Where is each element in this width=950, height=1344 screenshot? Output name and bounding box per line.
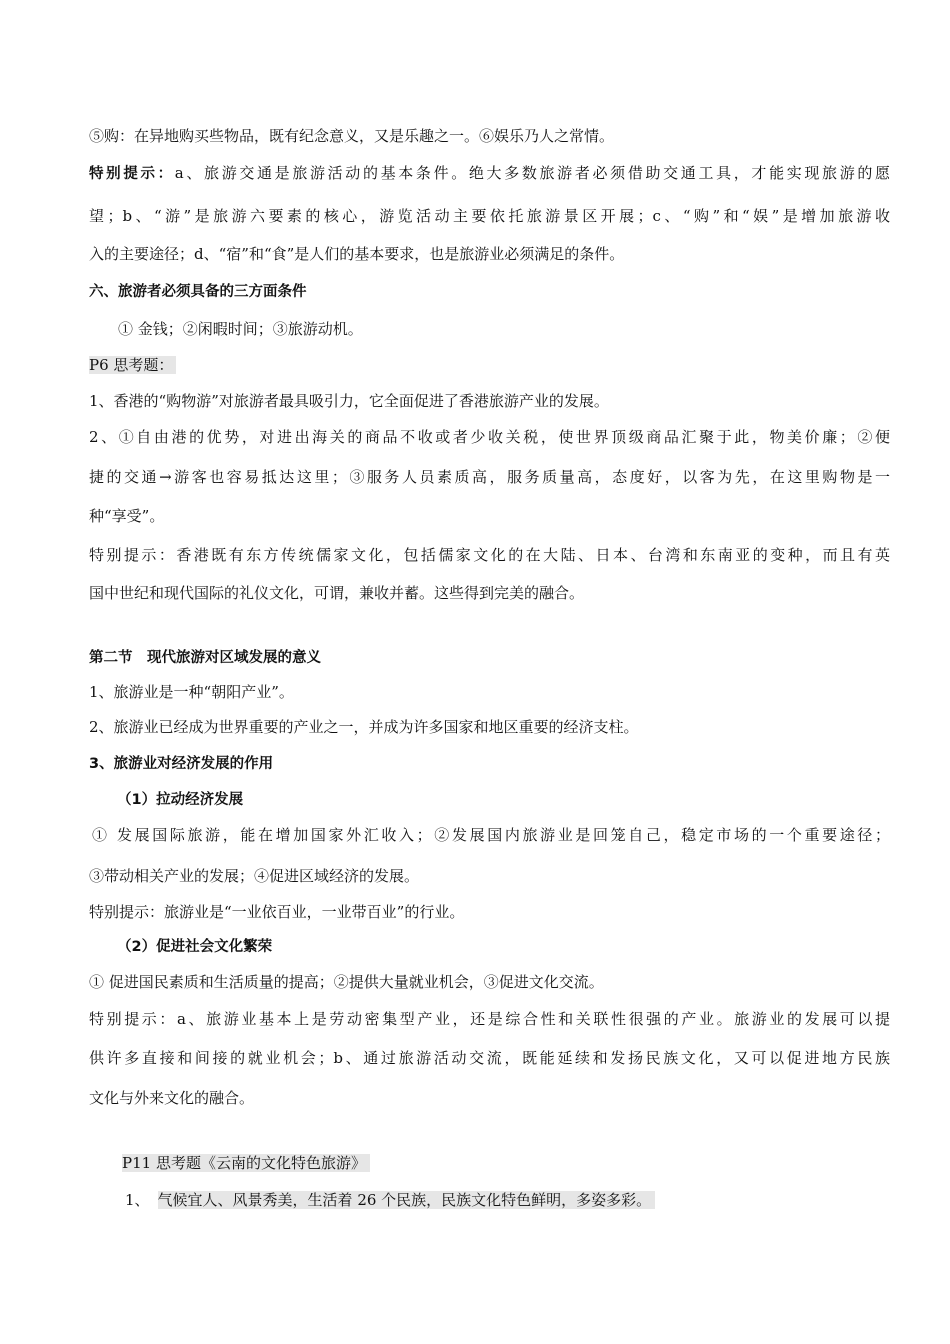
conditions-list: ① 金钱；②闲暇时间；③旅游动机。 xyxy=(118,320,363,338)
answer-2-line-3: 种“享受”。 xyxy=(89,507,165,525)
tip1-line-1 xyxy=(89,163,890,184)
tip1-line-2: 望；b、“游”是旅游六要素的核心，游览活动主要依托旅游景区开展；c、“购”和“娱”是增加旅游收 xyxy=(89,207,890,225)
point-1: 1、旅游业是一种“朝阳产业”。 xyxy=(89,683,294,701)
answer-1: 1、香港的“购物游”对旅游者最具吸引力，它全面促进了香港旅游产业的发展。 xyxy=(89,392,609,410)
p11-highlight: P11 思考题《云南的文化特色旅游》 xyxy=(122,1154,370,1172)
economy-line-1: ① 发展国际旅游，能在增加国家外汇收入；②发展国内旅游业是回笼自己，稳定市场的一个重要途径； xyxy=(92,826,890,844)
tip3: 特别提示：旅游业是“一业依百业，一业带百业”的行业。 xyxy=(89,903,465,921)
p11-label xyxy=(122,1153,890,1173)
tip1-text: a、旅游交通是旅游活动的基本条件。绝大多数旅游者必须借助交通工具，才能实现旅游的愿 xyxy=(174,164,891,182)
point-3-heading: 3、旅游业对经济发展的作用 xyxy=(89,756,274,772)
point-2: 2、旅游业已经成为世界重要的产业之一，并成为许多国家和地区重要的经济支柱。 xyxy=(89,718,639,736)
tip1-line-3: 入的主要途径；d、“宿”和“食”是人们的基本要求，也是旅游业必须满足的条件。 xyxy=(89,245,625,263)
tip2-line-2: 国中世纪和现代国际的礼仪文化，可谓，兼收并蓄。这些得到完美的融合。 xyxy=(89,584,585,602)
yunnan-answer-1 xyxy=(125,1190,890,1210)
answer-2-line-1: 2、①自由港的优势，对进出海关的商品不收或者少收关税，使世界顶级商品汇聚于此，物美价廉；②便 xyxy=(89,428,890,446)
culture-line-1: ① 促进国民素质和生活质量的提高；②提供大量就业机会，③促进文化交流。 xyxy=(89,973,604,991)
tip4-line-2: 供许多直接和间接的就业机会；b、通过旅游活动交流，既能延续和发扬民族文化，又可以促进地方民族 xyxy=(89,1049,890,1067)
answer-2-line-2: 捷的交通→游客也容易抵达这里；③服务人员素质高，服务质量高，态度好，以客为先，在这里购物是一 xyxy=(89,468,890,486)
tip4-line-3: 文化与外来文化的融合。 xyxy=(89,1089,255,1107)
p6-highlight: P6 思考题： xyxy=(89,356,176,374)
heading-six: 六、旅游者必须具备的三方面条件 xyxy=(89,284,307,300)
p6-label xyxy=(89,355,890,375)
subheading-economy: （1）拉动经济发展 xyxy=(117,792,244,808)
item-number: 1、 xyxy=(125,1191,150,1209)
subheading-culture: （2）促进社会文化繁荣 xyxy=(117,939,273,955)
tip-label: 特别提示： xyxy=(89,166,175,182)
economy-line-2: ③带动相关产业的发展；④促进区域经济的发展。 xyxy=(89,867,420,885)
tip2-line-1: 特别提示：香港既有东方传统儒家文化，包括儒家文化的在大陆、日本、台湾和东南亚的变种，而且有英 xyxy=(89,546,890,564)
tip4-line-1: 特别提示：a、旅游业基本上是劳动密集型产业，还是综合性和关联性很强的产业。旅游业的发展可以提 xyxy=(89,1010,890,1028)
paragraph-shopping: ⑤购：在异地购买些物品，既有纪念意义，又是乐趣之一。⑥娱乐乃人之常情。 xyxy=(89,127,615,145)
yunnan-highlight: 气候宜人、风景秀美，生活着 26 个民族，民族文化特色鲜明，多姿多彩。 xyxy=(158,1191,656,1209)
section-heading: 第二节 现代旅游对区域发展的意义 xyxy=(89,650,321,666)
